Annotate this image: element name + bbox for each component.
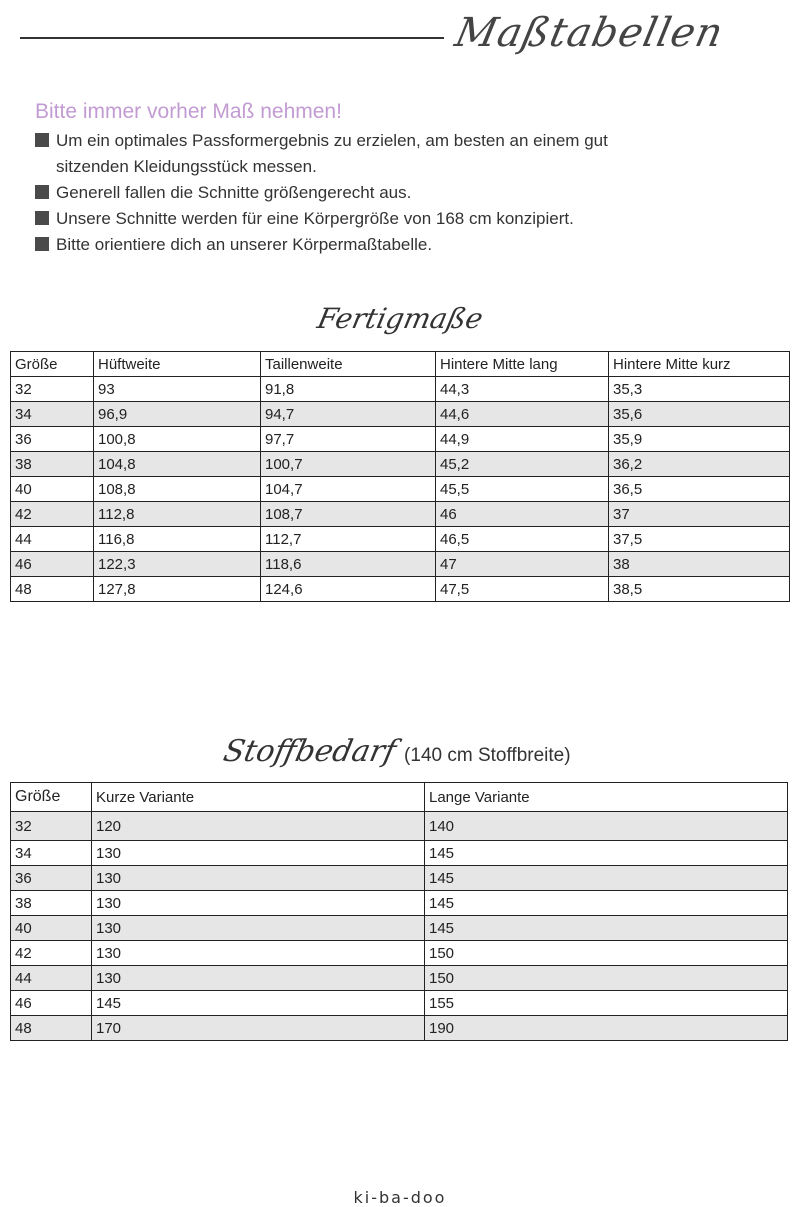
table-cell: 44	[11, 966, 92, 991]
header-rule	[20, 37, 444, 39]
column-header: Größe	[11, 783, 92, 812]
table-cell: 116,8	[94, 527, 261, 552]
table-row	[11, 891, 788, 916]
table-cell: 45,2	[436, 452, 609, 477]
table-cell: 140	[425, 812, 788, 841]
table-cell: 97,7	[261, 427, 436, 452]
table-row	[11, 941, 788, 966]
table-cell: 94,7	[261, 402, 436, 427]
table-cell: 108,7	[261, 502, 436, 527]
section-title-fertigmasse: Fertigmaße	[314, 302, 487, 335]
table-cell: 150	[425, 941, 788, 966]
table-cell: 120	[92, 812, 425, 841]
table-row	[11, 966, 788, 991]
column-header: Hintere Mitte kurz	[609, 352, 790, 377]
table-row	[11, 477, 790, 502]
footer-brand: ki-ba-doo	[353, 1188, 447, 1207]
table-row	[11, 427, 790, 452]
table-cell: 44,9	[436, 427, 609, 452]
table-cell: 112,8	[94, 502, 261, 527]
table-cell: 46	[11, 991, 92, 1016]
table-cell: 38	[11, 891, 92, 916]
table-cell: 36	[11, 866, 92, 891]
table-cell: 42	[11, 941, 92, 966]
table-row	[11, 552, 790, 577]
table-cell: 38	[609, 552, 790, 577]
table-cell: 48	[11, 1016, 92, 1041]
table-cell: 100,8	[94, 427, 261, 452]
table-cell: 34	[11, 402, 94, 427]
table-cell: 93	[94, 377, 261, 402]
table-cell: 118,6	[261, 552, 436, 577]
table-cell: 91,8	[261, 377, 436, 402]
column-header: Lange Variante	[425, 783, 788, 812]
square-bullet-icon	[35, 237, 49, 251]
table-cell: 130	[92, 941, 425, 966]
table-cell: 47	[436, 552, 609, 577]
page-title: Maßtabellen	[451, 10, 728, 56]
table-cell: 44	[11, 527, 94, 552]
table-cell: 47,5	[436, 577, 609, 602]
table-cell: 36,5	[609, 477, 790, 502]
column-header: Hintere Mitte lang	[436, 352, 609, 377]
table-cell: 108,8	[94, 477, 261, 502]
square-bullet-icon	[35, 211, 49, 225]
fertigmasse-table	[10, 351, 790, 602]
table-cell: 100,7	[261, 452, 436, 477]
table-cell: 36	[11, 427, 94, 452]
stoffbedarf-title: Stoffbedarf	[220, 734, 400, 769]
table-header-row	[11, 783, 788, 812]
stoffbedarf-table	[10, 782, 788, 1041]
table-cell: 104,8	[94, 452, 261, 477]
table-cell: 32	[11, 377, 94, 402]
table-cell: 48	[11, 577, 94, 602]
square-bullet-icon	[35, 133, 49, 147]
table-cell: 37,5	[609, 527, 790, 552]
table-cell: 46	[436, 502, 609, 527]
section-title-stoffbedarf	[220, 734, 575, 769]
bullet-item: Generell fallen die Schnitte größengerecht aus.	[35, 180, 755, 206]
intro-section	[35, 100, 755, 258]
table-cell: 122,3	[94, 552, 261, 577]
table-cell: 45,5	[436, 477, 609, 502]
table-cell: 42	[11, 502, 94, 527]
table-cell: 130	[92, 966, 425, 991]
column-header: Größe	[11, 352, 94, 377]
table-row	[11, 1016, 788, 1041]
stoffbedarf-subtitle: (140 cm Stoffbreite)	[404, 745, 571, 766]
table-cell: 44,3	[436, 377, 609, 402]
column-header: Hüftweite	[94, 352, 261, 377]
table-cell: 145	[92, 991, 425, 1016]
table-cell: 38	[11, 452, 94, 477]
table-cell: 35,3	[609, 377, 790, 402]
table-cell: 34	[11, 841, 92, 866]
table-cell: 145	[425, 891, 788, 916]
table-row	[11, 502, 790, 527]
table-cell: 130	[92, 891, 425, 916]
table-cell: 190	[425, 1016, 788, 1041]
table-cell: 35,6	[609, 402, 790, 427]
table-cell: 130	[92, 866, 425, 891]
table-cell: 155	[425, 991, 788, 1016]
table-cell: 46,5	[436, 527, 609, 552]
table-row	[11, 866, 788, 891]
table-cell: 38,5	[609, 577, 790, 602]
table-row	[11, 452, 790, 477]
square-bullet-icon	[35, 185, 49, 199]
table-row	[11, 377, 790, 402]
table-cell: 40	[11, 477, 94, 502]
table-row	[11, 527, 790, 552]
table-cell: 104,7	[261, 477, 436, 502]
table-row	[11, 577, 790, 602]
intro-heading: Bitte immer vorher Maß nehmen!	[35, 100, 342, 123]
table-row	[11, 812, 788, 841]
table-cell: 127,8	[94, 577, 261, 602]
table-row	[11, 841, 788, 866]
table-cell: 170	[92, 1016, 425, 1041]
bullet-item: Bitte orientiere dich an unserer Körpermaßtabelle.	[35, 232, 755, 258]
table-header-row	[11, 352, 790, 377]
table-cell: 112,7	[261, 527, 436, 552]
table-cell: 35,9	[609, 427, 790, 452]
table-cell: 145	[425, 866, 788, 891]
column-header: Taillenweite	[261, 352, 436, 377]
table-cell: 32	[11, 812, 92, 841]
table-cell: 37	[609, 502, 790, 527]
column-header: Kurze Variante	[92, 783, 425, 812]
table-cell: 124,6	[261, 577, 436, 602]
bullet-item: Um ein optimales Passformergebnis zu erzielen, am besten an einem gut sitzenden Kleidungsstück messen.	[35, 128, 755, 180]
table-cell: 150	[425, 966, 788, 991]
table-row	[11, 916, 788, 941]
table-cell: 145	[425, 916, 788, 941]
table-cell: 44,6	[436, 402, 609, 427]
table-row	[11, 402, 790, 427]
table-cell: 96,9	[94, 402, 261, 427]
table-row	[11, 991, 788, 1016]
bullet-item: Unsere Schnitte werden für eine Körpergröße von 168 cm konzipiert.	[35, 206, 755, 232]
table-cell: 36,2	[609, 452, 790, 477]
table-cell: 145	[425, 841, 788, 866]
table-cell: 130	[92, 916, 425, 941]
table-cell: 130	[92, 841, 425, 866]
table-cell: 40	[11, 916, 92, 941]
table-cell: 46	[11, 552, 94, 577]
